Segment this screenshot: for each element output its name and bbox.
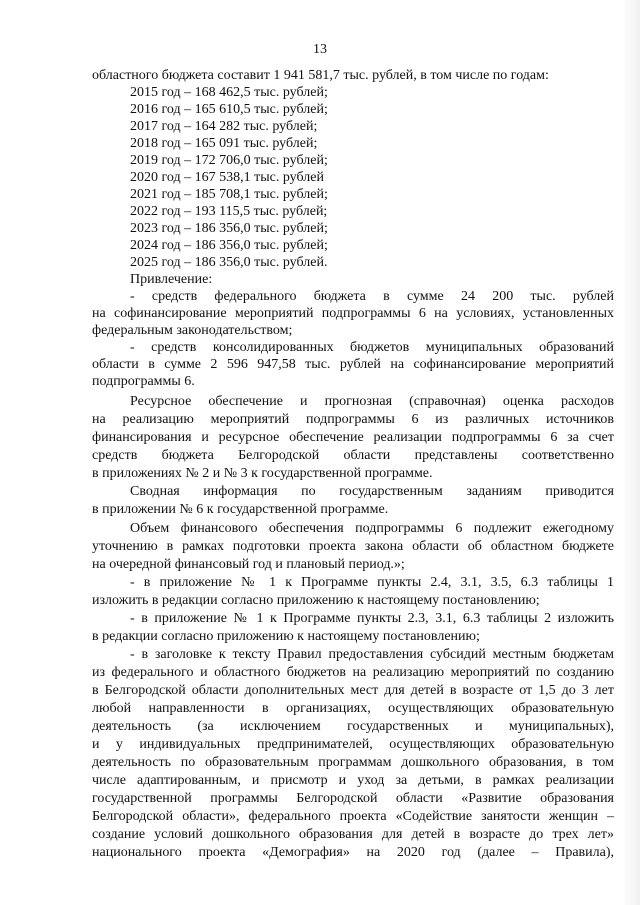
text-line: в редакции согласно приложению к настоящему постановлению; <box>92 629 480 644</box>
text-line: - средств консолидированных бюджетов муниципальных образований <box>130 340 614 355</box>
scan-edge-shadow <box>622 0 640 905</box>
text-line: - в заголовке к тексту Правил предоставления субсидий местным бюджетам <box>130 647 614 662</box>
heading-line: Привлечение: <box>130 272 213 287</box>
text-line: национального проекта «Демография» на 2020 год (далее – Правила), <box>92 845 614 860</box>
text-line: области в сумме 2 596 947,58 тыс. рублей на софинансирование мероприятий <box>92 357 614 372</box>
text-line: числе адаптированным, и присмотр и уход за детьми, в рамках реализации <box>92 773 614 788</box>
year-line: 2025 год – 186 356,0 тыс. рублей. <box>130 255 328 270</box>
text-line: - в приложение № 1 к Программе пункты 2.4, 3.1, 3.5, 6.3 таблицы 1 <box>130 575 614 590</box>
text-line: в приложениях № 2 и № 3 к государственной программе. <box>92 466 433 481</box>
text-line: подпрограммы 6. <box>92 374 195 389</box>
year-line: 2017 год – 164 282 тыс. рублей; <box>130 119 318 134</box>
text-line: Ресурсное обеспечение и прогнозная (справочная) оценка расходов <box>130 394 614 409</box>
text-line: создание условий дошкольного образования для детей в возрасте до трех лет» <box>92 827 614 842</box>
year-line: 2020 год – 167 538,1 тыс. рублей <box>130 170 324 185</box>
year-line: 2024 год – 186 356,0 тыс. рублей; <box>130 238 328 253</box>
year-line: 2018 год – 165 091 тыс. рублей; <box>130 136 318 151</box>
text-line: любой направленности в организациях, осуществляющих образовательную <box>92 701 614 716</box>
text-line: деятельность (за исключением государственных и муниципальных), <box>92 719 614 734</box>
text-line: - в приложение № 1 к Программе пункты 2.3, 3.1, 6.3 таблицы 2 изложить <box>130 611 614 626</box>
text-line: в приложении № 6 к государственной программе. <box>92 502 389 517</box>
year-line: 2015 год – 168 462,5 тыс. рублей; <box>130 85 328 100</box>
text-line: - средств федерального бюджета в сумме 24 200 тыс. рублей <box>130 289 614 304</box>
text-line: федеральным законодательством; <box>92 323 293 338</box>
year-line: 2016 год – 165 610,5 тыс. рублей; <box>130 102 328 117</box>
text-line: Сводная информация по государственным заданиям приводится <box>130 484 614 499</box>
text-line: Объем финансового обеспечения подпрограммы 6 подлежит ежегодному <box>130 521 614 536</box>
text-line: на софинансирование мероприятий подпрограммы 6 на условиях, установленных <box>92 306 614 321</box>
text-line: Белгородской области», федерального проекта «Содействие занятости женщин – <box>92 809 614 824</box>
page-number: 13 <box>313 42 327 57</box>
year-line: 2022 год – 193 115,5 тыс. рублей; <box>130 204 328 219</box>
text-line: уточнению в рамках подготовки проекта закона области об областном бюджете <box>92 539 614 554</box>
text-line: на очередной финансовый год и плановый период.»; <box>92 557 405 572</box>
year-line: 2019 год – 172 706,0 тыс. рублей; <box>130 153 328 168</box>
text-line: государственной программы Белгородской области «Развитие образования <box>92 791 614 806</box>
text-line: областного бюджета составит 1 941 581,7 тыс. рублей, в том числе по годам: <box>92 68 549 83</box>
year-line: 2023 год – 186 356,0 тыс. рублей; <box>130 221 328 236</box>
text-line: деятельность по образовательным программам дошкольного образования, в том <box>92 755 614 770</box>
year-line: 2021 год – 185 708,1 тыс. рублей; <box>130 187 328 202</box>
text-line: изложить в редакции согласно приложению к настоящему постановлению; <box>92 593 540 608</box>
text-line: финансирования и ресурсное обеспечение реализации подпрограммы 6 за счет <box>92 430 614 445</box>
text-line: и у индивидуальных предпринимателей, осуществляющих образовательную <box>92 737 614 752</box>
text-line: из федерального и областного бюджетов на реализацию мероприятий по созданию <box>92 665 614 680</box>
text-line: средств бюджета Белгородской области представлены соответственно <box>92 448 614 463</box>
text-line: в Белгородской области дополнительных мест для детей в возрасте от 1,5 до 3 лет <box>92 683 614 698</box>
text-line: на реализацию мероприятий подпрограммы 6 из различных источников <box>92 412 614 427</box>
